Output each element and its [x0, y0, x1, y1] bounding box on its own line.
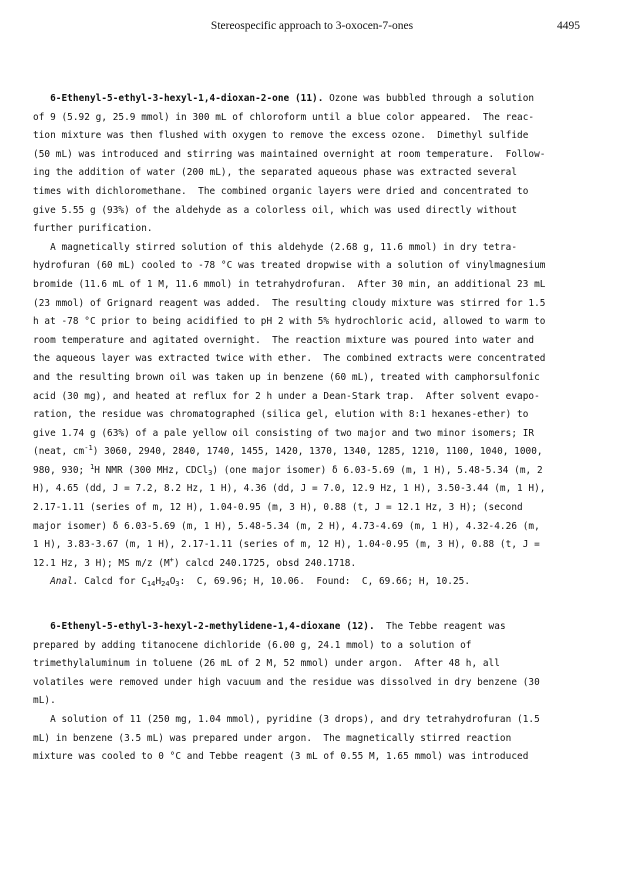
text-line: times with dichloromethane. The combined organic layers were dried and concentrated to: [33, 185, 529, 197]
text-line: (neat, $cm^{-1}$) 3060, 2940, 2840, 1740, 1455, 1420, 1370, 1340, 1285, 1210, 1100, 1040, 1000,: [33, 444, 543, 458]
elemental-analysis: Anal. Calcd for $C_{14}H_{24}O_3$: C, 69.96; H, 10.06. Found: C, 69.66; H, 10.25.: [50, 576, 471, 589]
running-title: Stereospecific approach to 3-oxocen-7-ones: [210, 20, 414, 32]
text-line: H), 4.65 (dd, J = 7.2, 8.2 Hz, 1 H), 4.36 (dd, J = 7.0, 12.9 Hz, 1 H), 3.50-3.44 (m, 1 H),: [33, 483, 546, 495]
paragraph-tebbe: [33, 711, 596, 767]
text-line: (23 mmol) of Grignard reagent was added. The resulting cloudy mixture was stirred for 1.5: [33, 297, 546, 309]
compound-heading: 6-Ethenyl-5-ethyl-3-hexyl-1,4-dioxan-2-one (11).: [50, 93, 324, 104]
text-line: trimethylaluminum in toluene (26 mL of 2 M, 52 mmol) under argon. After 48 h, all: [33, 658, 500, 670]
text-line: prepared by adding titanocene dichloride (6.00 g, 24.1 mmol) to a solution of: [33, 639, 472, 651]
compound-heading: 6-Ethenyl-5-ethyl-3-hexyl-2-methylidene-1,4-dioxane (12).: [50, 621, 375, 633]
text-line: the aqueous layer was extracted twice with ether. The combined extracts were concentrated: [33, 353, 546, 365]
text-line: A solution of 11 (250 mg, 1.04 mmol), pyridine (3 drops), and dry tetrahydrofuran (1.5: [33, 714, 540, 725]
text-line: mL) in benzene (3.5 mL) was prepared under argon. The magnetically stirred reaction: [33, 732, 512, 744]
text-line: volatiles were removed under high vacuum and the residue was dissolved in dry benzene (30: [33, 676, 540, 688]
paragraph-grignard: [33, 239, 596, 592]
text-line: major isomer) δ 6.03-5.69 (m, 1 H), 5.48-5.34 (m, 2 H), 4.73-4.69 (m, 1 H), 4.32-4.26 (m,: [33, 520, 540, 532]
text-line: h at -78 °C prior to being acidified to pH 2 with 5% hydrochloric acid, allowed to warm to: [33, 316, 546, 328]
text-line: (50 mL) was introduced and stirring was maintained overnight at room temperature. Follow-: [33, 148, 546, 160]
text-line: 1 H), 3.83-3.67 (m, 1 H), 2.17-1.11 (series of m, 12 H), 1.04-0.95 (m, 3 H), 0.88 (t, J =: [33, 539, 540, 551]
text-line: acid (30 mg), and heated at reflux for 2 h under a Dean-Stark trap. After solvent evapo-: [33, 390, 540, 402]
text-line: of 9 (5.92 g, 25.9 mmol) in 300 mL of chloroform until a blue color appeared. The reac-: [33, 111, 535, 123]
paragraph-gap: [33, 592, 596, 618]
text-line: hydrofuran (60 mL) cooled to -78 °C was treated dropwise with a solution of vinylmagnesium: [33, 260, 546, 272]
text-line: room temperature and agitated overnight. The reaction mixture was poured into water and: [33, 334, 535, 346]
text-line: 6-Ethenyl-5-ethyl-3-hexyl-2-methylidene-1,4-dioxane (12). The Tebbe reagent was: [50, 621, 506, 633]
text-line: and the resulting brown oil was taken up in benzene (60 mL), treated with camphorsulfonic: [33, 371, 540, 383]
article-body: [33, 90, 596, 767]
text-line: 980, 930; $^1$H NMR (300 MHz, CDCl$_3$) (one major isomer) δ 6.03-5.69 (m, 1 H), 5.48-5.34 (m, 2: [33, 462, 543, 477]
text-line: give 1.74 g (63%) of a pale yellow oil consisting of two major and two minor isomers; IR: [33, 427, 535, 439]
text-line: ration, the residue was chromatographed (silica gel, elution with 8:1 hexanes-ether) to: [33, 409, 529, 421]
text-line: tion mixture was then flushed with oxygen to remove the excess ozone. Dimethyl sulfide: [33, 130, 529, 142]
text-line: 12.1 Hz, 3 H); MS m/z (M+) calcd 240.1725, obsd 240.1718.: [33, 555, 357, 569]
paragraph-compound-12: [33, 618, 596, 711]
text-line: 2.17-1.11 (series of m, 12 H), 1.04-0.95 (m, 3 H), 0.88 (t, J = 12.1 Hz, 3 H); (second: [33, 502, 523, 514]
paragraph-compound-11: [33, 90, 596, 239]
text-line: give 5.55 g (93%) of the aldehyde as a colorless oil, which was used directly without: [33, 204, 518, 216]
running-header: [0, 20, 624, 36]
text-line: ing the addition of water (200 mL), the separated aqueous phase was extracted several: [33, 167, 518, 179]
text-line: bromide (11.6 mL of 1 M, 11.6 mmol) in tetrahydrofuran. After 30 min, an additional 23 mL: [33, 278, 546, 290]
page-number: 4495: [557, 20, 580, 32]
text-line: A magnetically stirred solution of this aldehyde (2.68 g, 11.6 mmol) in dry tetra-: [33, 241, 518, 253]
text-line: mixture was cooled to 0 °C and Tebbe reagent (3 mL of 0.55 M, 1.65 mmol) was introduced: [33, 751, 529, 763]
text-line: further purification.: [33, 223, 153, 235]
text-line: mL).: [33, 695, 56, 707]
text-line: 6-Ethenyl-5-ethyl-3-hexyl-1,4-dioxan-2-one (11). Ozone was bubbled through a solution: [50, 93, 535, 104]
